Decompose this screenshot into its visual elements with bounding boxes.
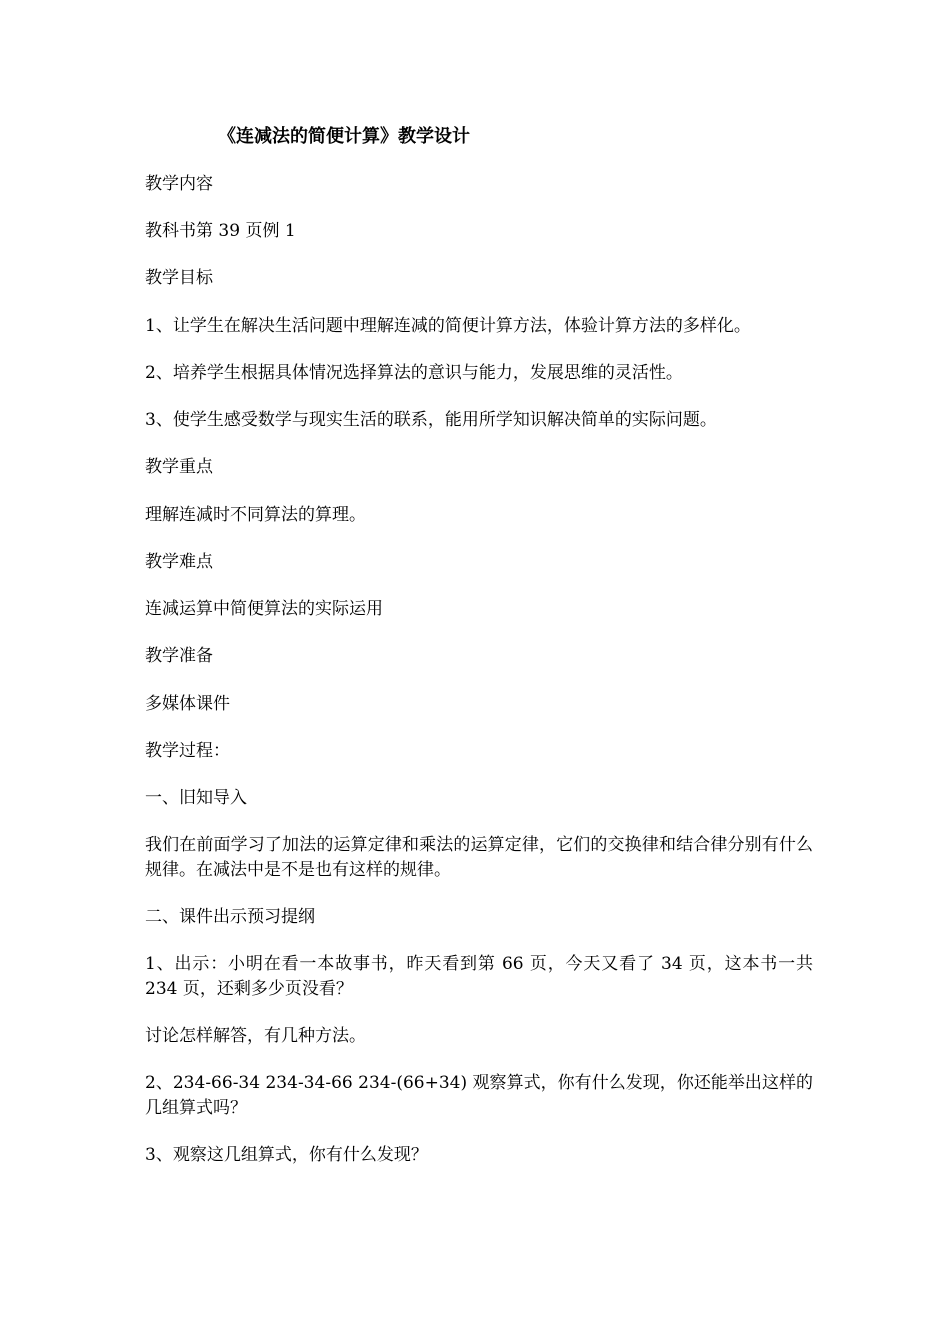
document-title: 《连减法的简便计算》教学设计 (218, 126, 470, 147)
heading-process: 教学过程： (145, 741, 230, 761)
heading-key-points: 教学重点 (145, 457, 213, 477)
heading-teaching-goals: 教学目标 (145, 268, 213, 288)
preparation-text: 多媒体课件 (145, 694, 230, 714)
intro-paragraph: 我们在前面学习了加法的运算定律和乘法的运算定律，它们的交换律和结合律分别有什么规律。在减法中是不是也有这样的规律。 (145, 835, 813, 880)
textbook-reference: 教科书第 39 页例 1 (145, 221, 296, 241)
goal-3: 3、使学生感受数学与现实生活的联系，能用所学知识解决简单的实际问题。 (145, 410, 717, 430)
item-3: 3、观察这几组算式，你有什么发现？ (145, 1145, 428, 1165)
section-1-heading: 一、旧知导入 (145, 788, 247, 808)
item-2: 2、234-66-34 234-34-66 234-(66+34) 观察算式，你有什么发现，你还能举出这样的几组算式吗？ (145, 1073, 813, 1118)
goal-2: 2、培养学生根据具体情况选择算法的意识与能力，发展思维的灵活性。 (145, 363, 683, 383)
heading-teaching-content: 教学内容 (145, 174, 213, 194)
goal-1: 1、让学生在解决生活问题中理解连减的简便计算方法，体验计算方法的多样化。 (145, 316, 751, 336)
difficulties-text: 连减运算中简便算法的实际运用 (145, 599, 383, 619)
key-points-text: 理解连减时不同算法的算理。 (145, 505, 366, 525)
discussion-text: 讨论怎样解答，有几种方法。 (145, 1026, 366, 1046)
item-1: 1、出示：小明在看一本故事书，昨天看到第 66 页，今天又看了 34 页，这本书一共 234 页，还剩多少页没看？ (145, 954, 813, 999)
section-2-heading: 二、课件出示预习提纲 (145, 907, 315, 927)
heading-preparation: 教学准备 (145, 646, 213, 666)
heading-difficulties: 教学难点 (145, 552, 213, 572)
